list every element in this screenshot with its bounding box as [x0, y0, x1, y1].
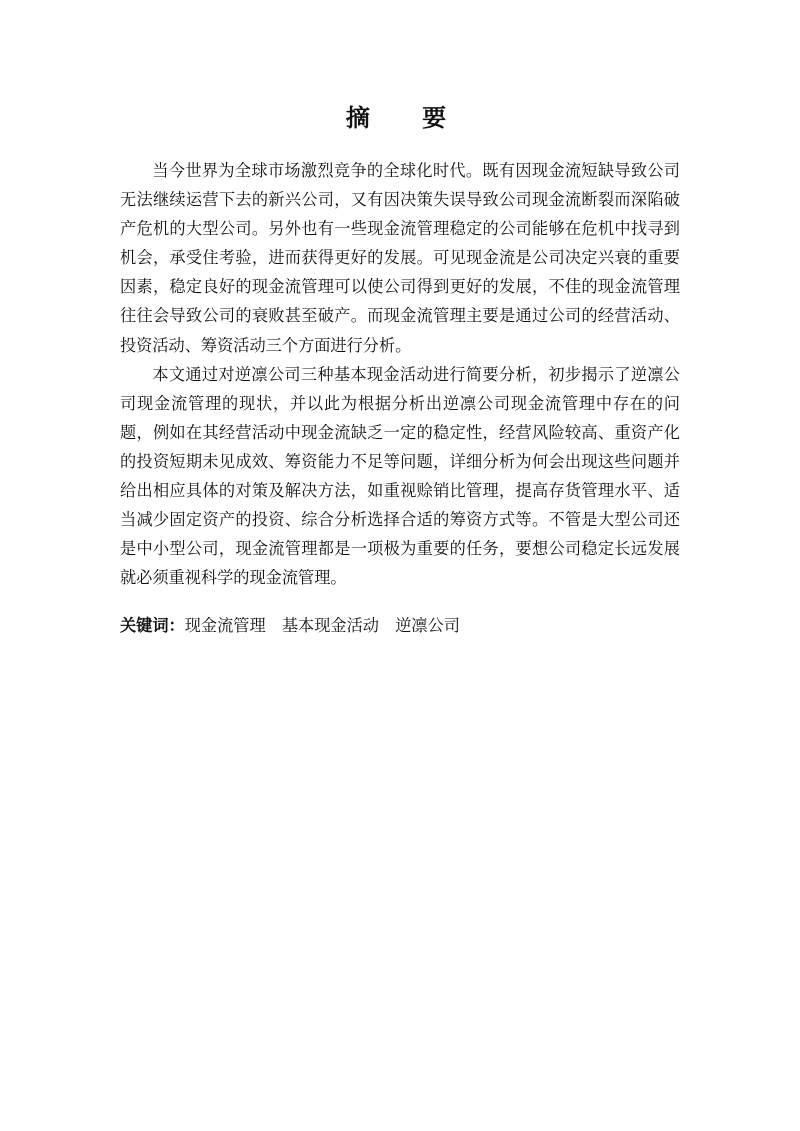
keyword-item: 现金流管理: [184, 616, 266, 636]
abstract-paragraph-2: 本文通过对逆凛公司三种基本现金活动进行简要分析，初步揭示了逆凛公司现金流管理的现状，并以此为根据分析出逆凛公司现金流管理中存在的问题，例如在其经营活动中现金流缺乏一定的稳定性，经营风险较高、重资产化的投资短期未见成效、筹资能力不足等问题，详细分析为何会出现这些问题并给出相应具体的对策及解决方法，如重视赊销比管理，提高存货管理水平、适当减少固定资产的投资、综合分析选择合适的筹资方式等。不管是大型公司还是中小型公司，现金流管理都是一项极为重要的任务，要想公司稳定长远发展就必须重视科学的现金流管理。: [120, 364, 680, 588]
keywords-line: [120, 612, 680, 640]
abstract-title: 摘 要: [345, 104, 469, 132]
keywords-label: 关键词：: [120, 616, 185, 636]
keyword-item: 基本现金活动: [281, 616, 379, 636]
abstract-body: [120, 156, 680, 640]
keyword-item: 逆凛公司: [395, 616, 460, 636]
abstract-paragraph-1: 当今世界为全球市场激烈竞争的全球化时代。既有因现金流短缺导致公司无法继续运营下去的新兴公司，又有因决策失误导致公司现金流断裂而深陷破产危机的大型公司。另外也有一些现金流管理稳定的公司能够在危机中找寻到机会，承受住考验，进而获得更好的发展。可见现金流是公司决定兴衰的重要因素，稳定良好的现金流管理可以使公司得到更好的发展，不佳的现金流管理往往会导致公司的衰败甚至破产。而现金流管理主要是通过公司的经营活动、投资活动、筹资活动三个方面进行分析。: [120, 161, 680, 355]
